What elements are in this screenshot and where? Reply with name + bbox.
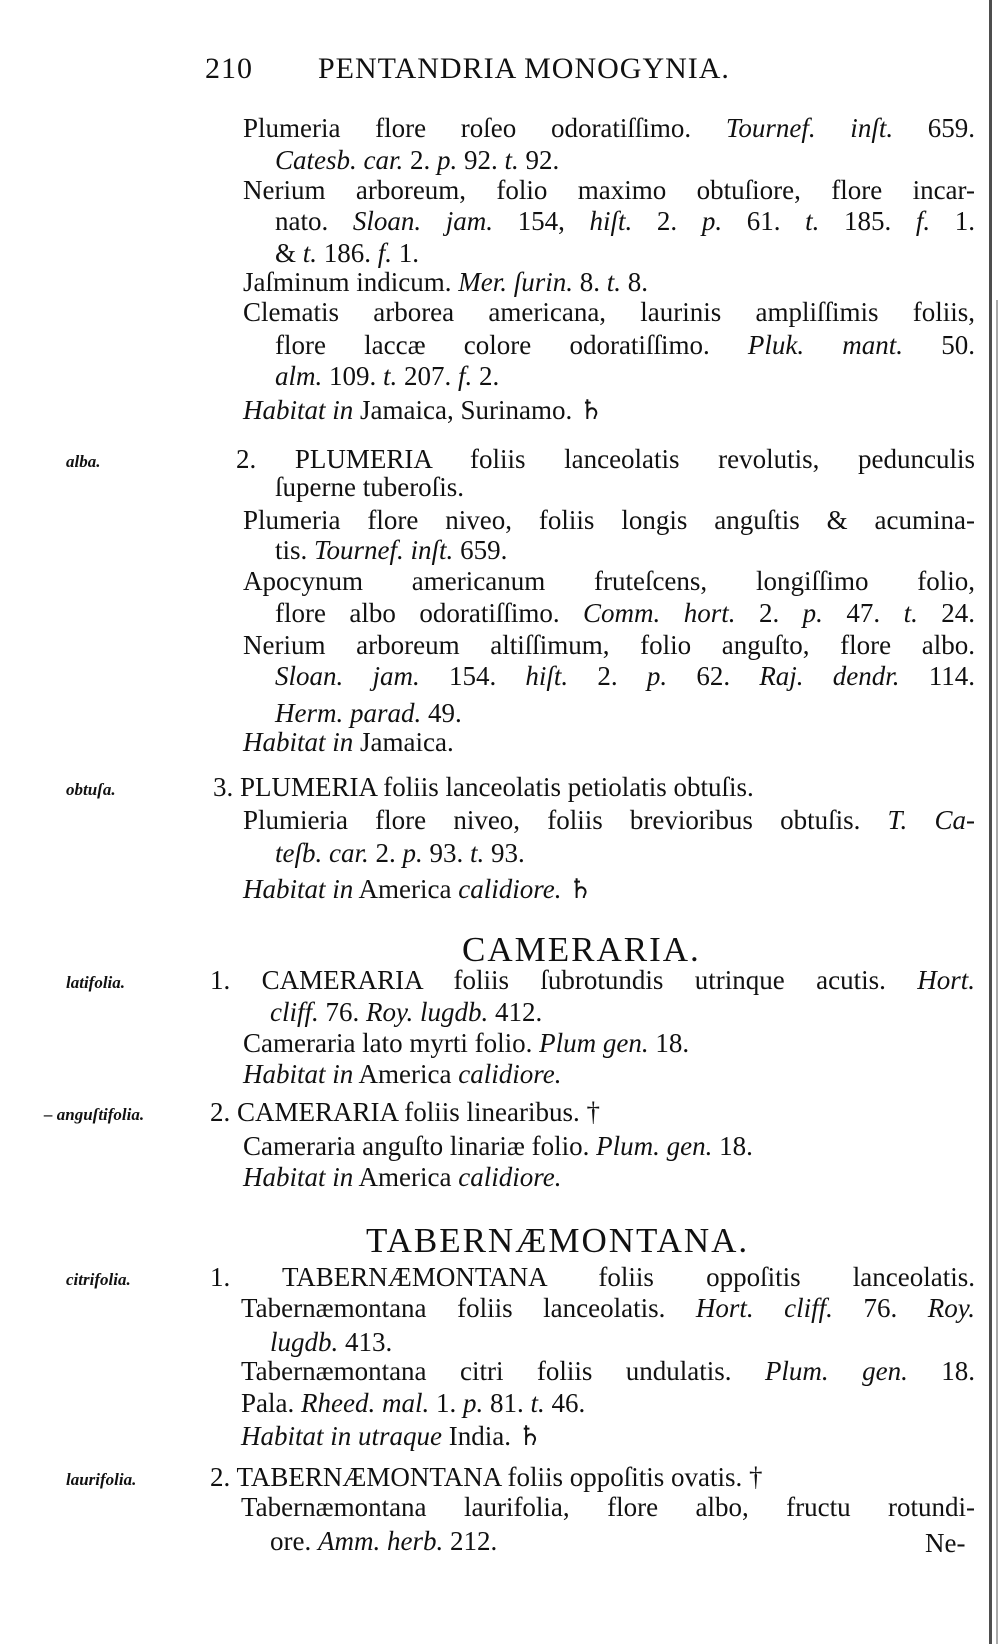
citation-italic: Roy. [927,1293,976,1323]
citation-italic: Plum. gen. [764,1356,908,1386]
text-segment: 1. [930,206,976,236]
text-segment: tis. [275,535,315,565]
citation-italic: Sloan. jam. [275,661,420,691]
text-line [243,629,975,661]
citation-italic: p. [462,1388,484,1418]
text-line [243,174,975,206]
text-line [270,1326,392,1358]
citation-italic: Rheed. mal. [301,1388,430,1418]
citation-italic: p. [646,661,668,691]
citation-italic: cliff. [270,997,319,1027]
text-line [243,726,454,758]
text-line [243,1130,753,1162]
text-line [243,804,975,836]
text-segment: 61. [722,206,806,236]
text-line [241,1355,975,1387]
text-line [275,205,975,237]
citation-italic: Mer. ſurin. [458,267,573,297]
text-segment: 92. [457,145,505,175]
margin-label-species: alba. [66,452,101,471]
text-segment: 76. [318,997,366,1027]
text-segment: 47. [822,598,904,628]
citation-italic: t. [530,1388,545,1418]
citation-italic: Sloan. jam. [352,206,494,236]
text-segment: 2. CAMERARIA foliis linearibus. † [210,1097,600,1127]
citation-italic: f. [458,361,473,391]
text-segment: Jamaica, Surinamo. ♄ [353,395,604,425]
citation-italic: t. [383,361,398,391]
citation-italic: Hort. [917,965,975,995]
citation-italic: T. Ca- [887,805,975,835]
text-segment: 8. [621,267,649,297]
citation-italic: Raj. dendr. [759,661,900,691]
text-line [275,471,464,503]
genus-heading-cameraria: CAMERARIA. [462,930,701,969]
citation-italic: t. [470,838,485,868]
text-segment: 62. [667,661,760,691]
text-segment: 2. PLUMERIA foliis lanceolatis revolutis, pedunculis [236,444,975,474]
text-segment: flore albo odoratiſſimo. [275,598,584,628]
text-segment: 92. [518,145,560,175]
text-segment: Cameraria anguſto linariæ folio. [243,1131,597,1161]
text-segment: nato. [275,206,353,236]
text-line [213,771,754,803]
text-segment: Cameraria lato myrti folio. [243,1028,540,1058]
text-line [243,266,648,298]
catchword: Ne- [925,1528,966,1558]
citation-italic: t. [805,206,820,236]
citation-italic: hiſt. [525,661,569,691]
text-line [243,873,592,905]
page-number: 210 [205,52,253,85]
text-line [275,837,525,869]
text-segment: 114. [899,661,975,691]
citation-italic: Herm. parad. [275,698,422,728]
citation-italic: p. [402,838,423,868]
citation-italic: Habitat in [243,1059,354,1089]
text-segment: 659. [453,535,508,565]
text-segment: 154, [493,206,590,236]
text-segment: 76. [832,1293,928,1323]
text-segment: 18. [712,1131,753,1161]
text-line [275,660,975,692]
text-segment: Pala. [241,1388,301,1418]
text-segment: Tabernæmontana citri foliis undulatis. [241,1356,765,1386]
citation-italic: hiſt. [589,206,633,236]
text-segment: Tabernæmontana laurifolia, flore albo, fructu rotundi- [241,1492,975,1522]
text-line [241,1292,975,1324]
text-segment: 50. [903,330,976,360]
citation-italic: Catesb. car. [275,145,404,175]
text-segment: Plumeria flore niveo, foliis longis anguſtis & acumina- [243,505,975,535]
citation-italic: f. [377,238,393,268]
text-segment: 413. [338,1327,393,1357]
text-segment: 154. [419,661,526,691]
running-title: PENTANDRIA MONOGYNIA. [318,52,730,85]
citation-italic: Hort. cliff. [695,1293,833,1323]
text-segment: 49. [421,698,462,728]
citation-italic: Comm. hort. [583,598,736,628]
text-segment: Tabernæmontana foliis lanceolatis. [241,1293,696,1323]
citation-italic: lugdb. [270,1327,339,1357]
text-line [210,1461,762,1493]
text-line [241,1387,585,1419]
citation-italic: calidiore. [458,1059,562,1089]
text-line [241,1420,542,1452]
text-segment: 1. [429,1388,463,1418]
page-edge-shadow [989,0,992,1644]
citation-italic: Habitat in [243,395,354,425]
text-segment: 81. [483,1388,531,1418]
margin-label-species: citrifolia. [66,1270,131,1289]
text-line [275,697,462,729]
text-line [243,504,975,536]
text-line [243,394,603,426]
text-line [243,1027,689,1059]
text-line [275,534,507,566]
page-edge-shadow-inner [996,300,998,1644]
text-segment: 18. [648,1028,690,1058]
text-segment: India. ♄ [442,1421,542,1451]
text-segment: & [275,238,303,268]
text-segment: 212. [443,1526,498,1556]
text-line [243,1058,561,1090]
citation-italic: teſb. car. [275,838,369,868]
text-line [275,144,559,176]
genus-heading-tabernaemontana: TABERNÆMONTANA. [366,1221,750,1260]
margin-label-species: laurifolia. [66,1470,137,1489]
text-segment: ore. [270,1526,318,1556]
text-line [270,1525,497,1557]
citation-italic: t. [504,145,519,175]
text-segment: 207. [397,361,459,391]
text-line [270,996,542,1028]
citation-italic: calidiore. [458,1162,562,1192]
text-segment: America [353,1162,459,1192]
text-line [275,329,975,361]
text-line [243,1161,561,1193]
text-line [243,296,975,328]
text-segment: 18. [907,1356,975,1386]
text-segment: 659. [893,113,975,143]
citation-italic: Habitat in [243,874,354,904]
text-segment: 24. [917,598,976,628]
citation-italic: t. [903,598,918,628]
citation-italic: Tournef. inſt. [725,113,894,143]
text-segment: ♄ [561,874,593,904]
text-segment: 185. [819,206,916,236]
margin-label-species: latifolia. [66,973,126,992]
citation-italic: t. [606,267,622,297]
text-segment: Plumeria flore roſeo odoratiſſimo. [243,113,726,143]
text-segment: Jaſminum indicum. [243,267,459,297]
text-segment: 109. [322,361,383,391]
text-segment: 1. CAMERARIA foliis ſubrotundis utrinque acutis. [210,965,918,995]
citation-italic: f. [915,206,931,236]
text-segment: 2. [632,206,702,236]
citation-italic: Pluk. mant. [747,330,904,360]
text-segment: Jamaica. [353,727,454,757]
citation-italic: p. [802,598,823,628]
text-segment: 2. [735,598,803,628]
text-segment: America [353,874,459,904]
text-segment: 46. [544,1388,586,1418]
citation-italic: calidiore. [458,874,562,904]
citation-italic: p. [437,145,458,175]
citation-italic: Habitat in [243,727,354,757]
citation-italic: alm. [275,361,323,391]
text-segment: 412. [488,997,543,1027]
text-line [275,597,975,629]
text-line [241,1491,975,1523]
text-segment: 186. [317,238,378,268]
citation-italic: t. [302,238,318,268]
citation-italic: Habitat in [243,1162,354,1192]
text-segment: 1. [392,238,420,268]
citation-italic: Plum gen. [539,1028,649,1058]
text-segment: 1. TABERNÆMONTANA foliis oppoſitis lanceolatis. [210,1262,975,1292]
text-segment: 2. [472,361,500,391]
citation-italic: Roy. lugdb. [366,997,489,1027]
text-line [243,112,975,144]
margin-label-species: – anguſtifolia. [44,1105,145,1124]
text-segment: 2. [568,661,647,691]
text-segment: 93. [484,838,525,868]
text-segment: Nerium arboreum altiſſimum, folio anguſto, flore albo. [243,630,975,660]
citation-italic: Plum. gen. [596,1131,713,1161]
text-line [243,565,975,597]
citation-italic: Habitat in utraque [241,1421,442,1451]
text-segment: 2. TABERNÆMONTANA foliis oppoſitis ovatis. † [210,1462,763,1492]
text-segment: Plumieria flore niveo, foliis brevioribus obtuſis. [243,805,888,835]
citation-italic: Tournef. inſt. [314,535,454,565]
text-segment: 3. PLUMERIA foliis lanceolatis petiolatis obtuſis. [213,772,754,802]
citation-italic: Amm. herb. [317,1526,444,1556]
text-line [210,1261,975,1293]
text-segment: Clematis arborea americana, laurinis ampliſſimis foliis, [243,297,975,327]
text-segment: ſuperne tuberoſis. [275,472,464,502]
text-line [210,964,975,996]
text-segment: flore laccæ colore odoratiſſimo. [275,330,748,360]
text-segment: Nerium arboreum, folio maximo obtuſiore, flore incar- [243,175,975,205]
text-segment: 2. [368,838,403,868]
text-segment: America [353,1059,459,1089]
text-segment: 93. [422,838,470,868]
text-line [210,1096,600,1128]
text-line [275,237,419,269]
text-segment: 2. [403,145,437,175]
text-line [275,360,499,392]
citation-italic: p. [701,206,723,236]
margin-label-species: obtuſa. [66,780,116,799]
text-segment: 8. [573,267,607,297]
text-segment: Apocynum americanum fruteſcens, longiſſimo folio, [243,566,975,596]
